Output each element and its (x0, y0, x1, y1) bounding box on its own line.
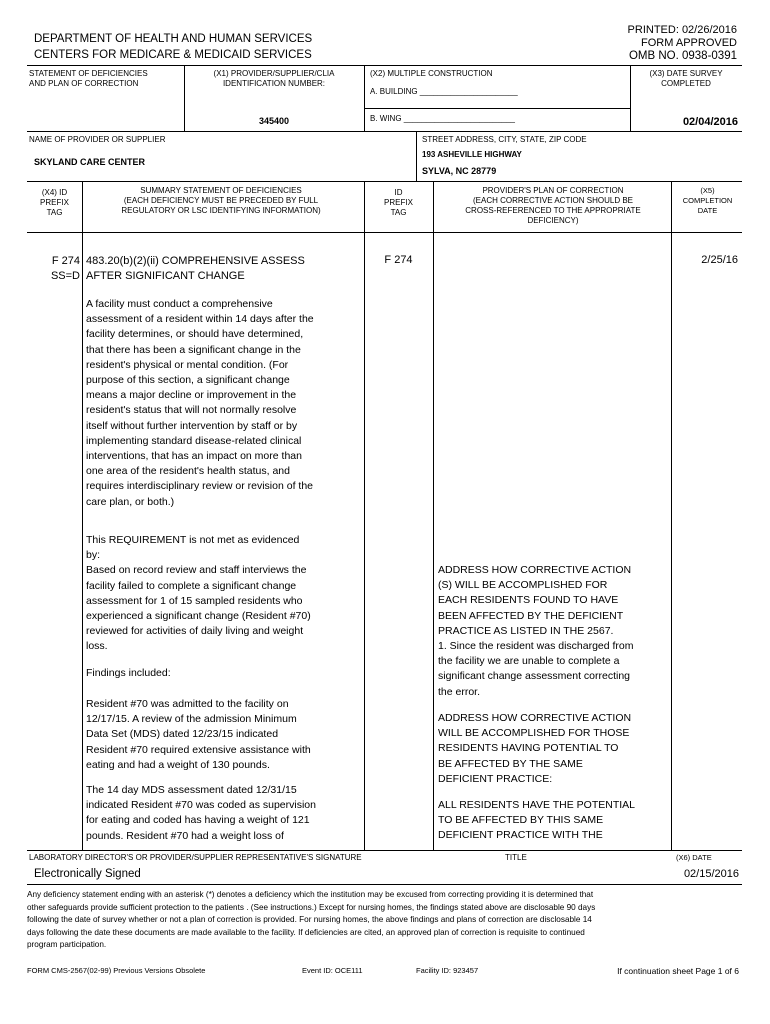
rule-signature-top (27, 850, 742, 851)
rule-provider-v (416, 131, 417, 181)
resident-admission-paragraph: Resident #70 was admitted to the facility on 12/17/15. A review of the admission Minimum Data Set (MDS) dated 12/23/15 indicated Resident #70 required extensive assistance with eating and had a weight of 130 pounds. (86, 698, 311, 771)
col-rule-3 (433, 181, 434, 850)
summary-header: SUMMARY STATEMENT OF DEFICIENCIES (EACH DEFICIENCY MUST BE PRECEDED BY FULL REGULATORY OR LSC IDENTIFYING INFORMATION) (121, 186, 321, 215)
title-label: TITLE (505, 853, 527, 862)
signature-label: LABORATORY DIRECTOR'S OR PROVIDER/SUPPLIER REPRESENTATIVE'S SIGNATURE (29, 853, 362, 862)
plan-header: PROVIDER'S PLAN OF CORRECTION (EACH CORRECTIVE ACTION SHOULD BE CROSS-REFERENCED TO THE APPROPRIATE DEFICIENCY) (465, 186, 641, 225)
street-address: 193 ASHEVILLE HIGHWAY (422, 150, 522, 159)
completion-date: 2/25/16 (701, 254, 738, 266)
regulation-paragraph: A facility must conduct a comprehensive assessment of a resident within 14 days after the facility determines, or should have determined, that there has been a significant change in the resident's physical or mental condition. (For purpose of this section, a significant change means a major decline or improvement in the resident's status that will not normally resolve itself without further intervention by staff or by implementing standard disease-related clinical interventions, that has an impact on more than one area of the resident's health status, and requires interdisciplinary review or revision of the care plan, or both.) (86, 298, 314, 508)
disclosure-note: Any deficiency statement ending with an asterisk (*) denotes a deficiency which the institution may be excused from correcting providing it is determined that other safeguards provide sufficient protection to the patients . (See instructions.) Except for nursing homes, the findings stated above are disclosable 90 days following the date of survey whether or not a plan of correction is provided. For nursing homes, the above findings and plans of correction are disclosable 14 days following the date these documents are made available to the facility. If deficiencies are cited, an approved plan of correction is requisite to continued program participation. (27, 890, 596, 949)
omb-number: OMB NO. 0938-0391 (628, 50, 737, 62)
plan-corrective-action-1: ADDRESS HOW CORRECTIVE ACTION (S) WILL BE ACCOMPLISHED FOR EACH RESIDENTS FOUND TO HAVE BEEN AFFECTED BY THE DEFICIENT PRACTICE AS LISTED IN THE 2567. 1. Since the resident was discharged from the facility we are unable to complete a significant change assessment correcting the error. (438, 564, 634, 698)
rule-provider-top (27, 131, 742, 132)
regulation-title: 483.20(b)(2)(ii) COMPREHENSIVE ASSESS AFTER SIGNIFICANT CHANGE (86, 255, 305, 282)
requirement-paragraph: This REQUIREMENT is not met as evidenced by: Based on record review and staff interviews the facility failed to complete a significant change assessment for 1 of 15 sampled residents who experienced a significant change (Resident #70) reviewed for activities of daily living and weight loss. (86, 534, 311, 653)
statement-label: STATEMENT OF DEFICIENCIES AND PLAN OF CORRECTION (29, 69, 148, 88)
x1-label: (X1) PROVIDER/SUPPLIER/CLIA IDENTIFICATION NUMBER: (213, 69, 335, 88)
f-tag: F 274 SS=D (50, 255, 80, 282)
x3-value: 02/04/2016 (682, 116, 738, 128)
event-id: Event ID: OCE111 (302, 966, 363, 975)
x6-date-label: (X6) DATE (676, 853, 712, 862)
centers-title: CENTERS FOR MEDICARE & MEDICAID SERVICES (34, 49, 312, 61)
col-rule-2 (364, 181, 365, 850)
address-label: STREET ADDRESS, CITY, STATE, ZIP CODE (422, 135, 587, 144)
rule-v1 (184, 65, 185, 131)
wing-field: B. WING _________________________ (370, 114, 516, 123)
x2-label: (X2) MULTIPLE CONSTRUCTION (370, 69, 493, 78)
signature-value: Electronically Signed (34, 868, 141, 880)
rule-v2 (364, 65, 365, 131)
city-state-zip: SYLVA, NC 28779 (422, 166, 497, 176)
rule-wing (364, 108, 630, 109)
plan-corrective-action-2: ADDRESS HOW CORRECTIVE ACTION WILL BE ACCOMPLISHED FOR THOSE RESIDENTS HAVING POTENTIAL TO BE AFFECTED BY THE SAME DEFICIENT PRACTICE: (438, 712, 632, 785)
rule-columns-top (27, 181, 742, 182)
id-prefix-header: ID PREFIX TAG (384, 188, 413, 217)
x4-header: (X4) ID PREFIX TAG (40, 188, 69, 217)
signature-date: 02/15/2016 (683, 868, 739, 880)
form-number: FORM CMS-2567(02-99) Previous Versions Obsolete (27, 966, 206, 975)
rule-signature-bottom (27, 884, 742, 885)
provider-name: SKYLAND CARE CENTER (34, 157, 146, 167)
rule-header-bottom (27, 232, 742, 233)
col-rule-1 (82, 181, 83, 850)
mds-assessment-paragraph: The 14 day MDS assessment dated 12/31/15 indicated Resident #70 was coded as supervision for eating and coded has having a weight of 121 pounds. Resident #70 had a weight loss of (86, 784, 316, 842)
rule-v3 (630, 65, 631, 131)
provider-name-label: NAME OF PROVIDER OR SUPPLIER (29, 135, 166, 144)
rule-top (27, 65, 742, 66)
building-field: A. BUILDING ______________________ (370, 87, 518, 96)
findings-label: Findings included: (86, 667, 171, 679)
plan-corrective-action-3: ALL RESIDENTS HAVE THE POTENTIAL TO BE AFFECTED BY THIS SAME DEFICIENT PRACTICE WITH THE (438, 799, 636, 842)
x5-header: (X5) COMPLETION DATE (682, 186, 733, 215)
form-approved: FORM APPROVED (641, 37, 737, 49)
facility-id: Facility ID: 923457 (416, 966, 479, 975)
printed-date: PRINTED: 02/26/2016 (627, 24, 737, 36)
col-rule-4 (671, 181, 672, 850)
x1-value: 345400 (258, 116, 290, 126)
department-title: DEPARTMENT OF HEALTH AND HUMAN SERVICES (34, 33, 313, 45)
x3-label: (X3) DATE SURVEY COMPLETED (649, 69, 723, 88)
right-f-tag: F 274 (384, 254, 413, 266)
continuation-page: If continuation sheet Page 1 of 6 (617, 966, 739, 976)
